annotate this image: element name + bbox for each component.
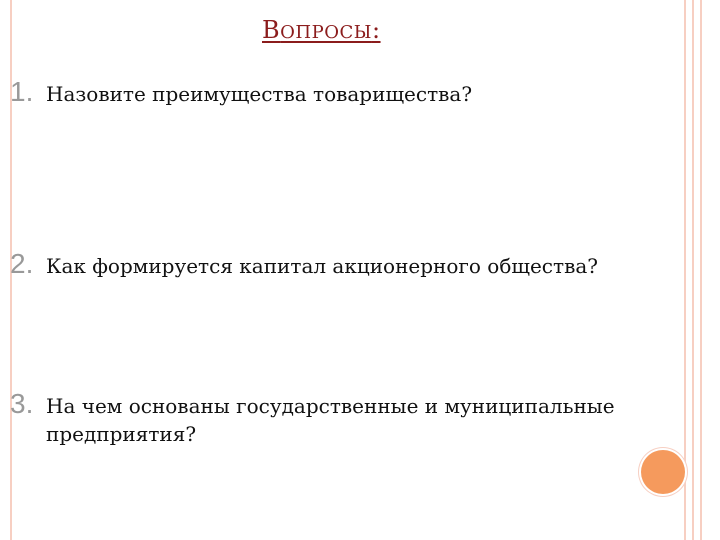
question-text: На чем основаны государственные и муниципальные предприятия? <box>46 394 615 446</box>
question-number: 1. <box>10 76 34 107</box>
title-colon: : <box>371 16 381 44</box>
right-border-line <box>684 0 686 540</box>
question-text: Как формируется капитал акционерного общества? <box>46 254 598 278</box>
decorative-circle <box>641 450 685 494</box>
slide-title <box>262 16 381 44</box>
right-border-line <box>700 0 702 540</box>
right-border-line <box>692 0 694 540</box>
question-text: Назовите преимущества товарищества? <box>46 82 473 106</box>
title-initial: В <box>262 16 281 44</box>
question-number: 2. <box>10 248 34 279</box>
question-number: 3. <box>10 388 34 419</box>
title-rest: ОПРОСЫ <box>280 22 372 43</box>
